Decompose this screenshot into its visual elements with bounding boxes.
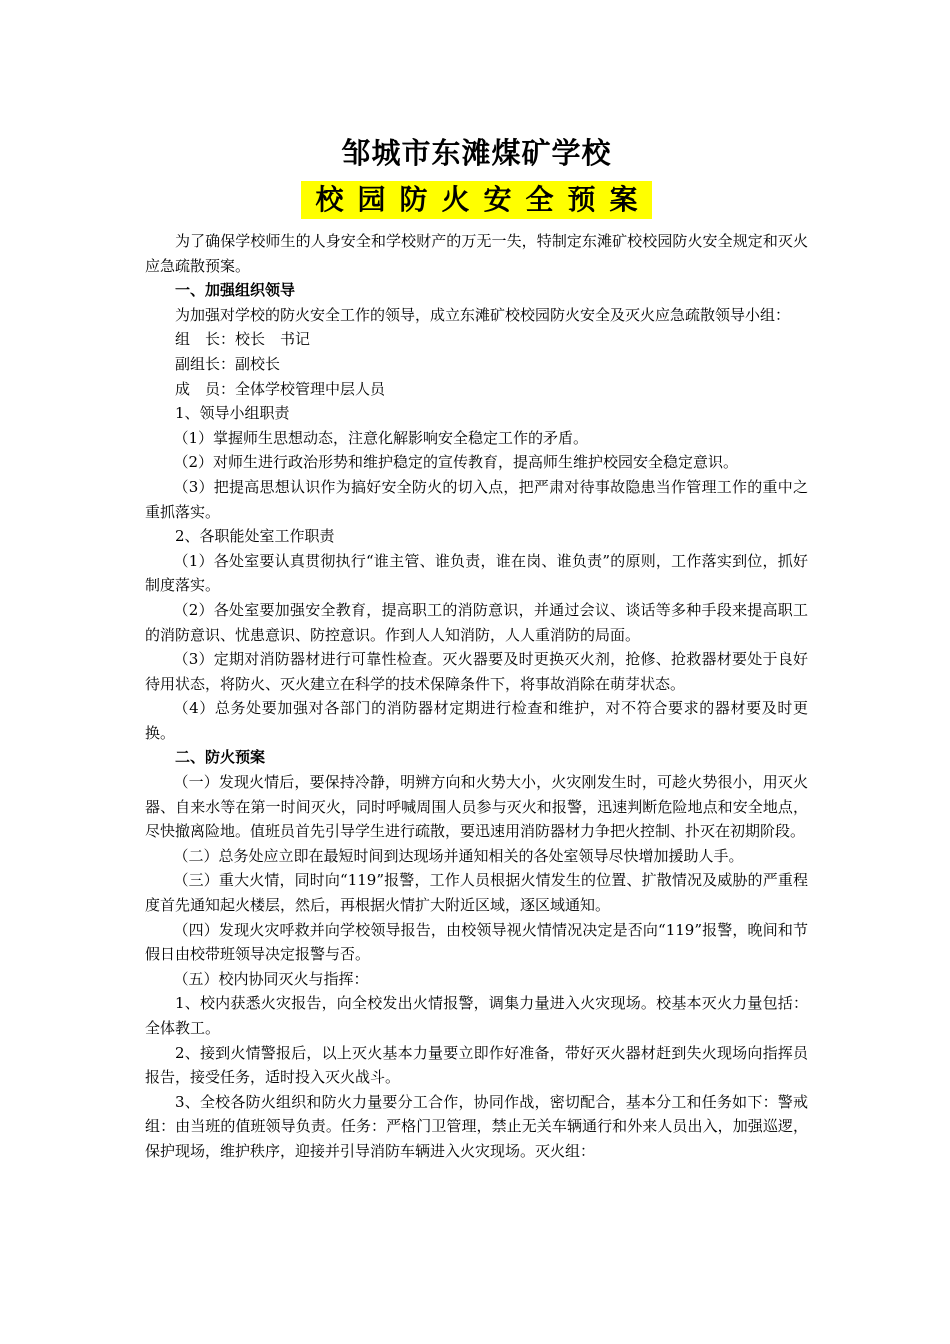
paragraph: 为加强对学校的防火安全工作的领导，成立东滩矿校校园防火安全及灭火应急疏散领导小组：: [175, 305, 791, 324]
paragraph: 3、全校各防火组织和防火力量要分工合作，协同作战，密切配合，基本分工和任务如下：警戒组：由当班的值班领导负责。任务：严格门卫管理，禁止无关车辆通行和外来人员出入，加强巡逻，保护现场，维护秩序，迎接并引导消防车辆进入火灾现场。灭火组：: [145, 1092, 808, 1160]
document-body: [145, 229, 808, 1164]
paragraph: （3）定期对消防器材进行可靠性检查。灭火器要及时更换灭火剂，抢修、抢救器材要处于良好待用状态，将防火、灭火建立在科学的技术保障条件下，将事故消除在萌芽状态。: [145, 650, 808, 693]
paragraph: 为了确保学校师生的人身安全和学校财产的万无一失，特制定东滩矿校校园防火安全规定和灭火应急疏散预案。: [145, 232, 808, 275]
paragraph: 组 长：校长 书记: [175, 330, 311, 349]
paragraph: （2）各处室要加强安全教育，提高职工的消防意识，并通过会议、谈话等多种手段来提高职工的消防意识、忧患意识、防控意识。作到人人知消防，人人重消防的局面。: [145, 600, 808, 644]
paragraph: （五）校内协同灭火与指挥：: [173, 969, 369, 988]
paragraph: （二）总务处应立即在最短时间到达现场并通知相关的各处室领导尽快增加援助人手。: [173, 846, 744, 865]
paragraph: 2、接到火情警报后，以上灭火基本力量要立即作好准备，带好灭火器材赶到失火现场向指挥员报告，接受任务，适时投入灭火战斗。: [145, 1043, 808, 1087]
section-heading: 二、防火预案: [175, 748, 266, 767]
paragraph: （四）发现火灾呼救并向学校领导报告，由校领导视火情情况决定是否向“119”报警，晚间和节假日由校带班领导决定报警与否。: [145, 920, 808, 964]
paragraph: （1）掌握师生思想动态，注意化解影响安全稳定工作的矛盾。: [173, 428, 589, 447]
plan-title-highlighted: 校园防火安全预案: [301, 181, 651, 219]
paragraph: 成 员：全体学校管理中层人员: [175, 379, 386, 398]
paragraph: 副组长：副校长: [175, 354, 281, 373]
paragraph: （一）发现火情后，要保持冷静，明辨方向和火势大小，火灾刚发生时，可趁火势很小，用灭火器、自来水等在第一时间灭火，同时呼喊周围人员参与灭火和报警，迅速判断危险地点和安全地点，尽快撤离险地。值班员首先引导学生进行疏散，要迅速用消防器材力争把火控制、扑灭在初期阶段。: [145, 773, 808, 841]
paragraph: 2、各职能处室工作职责: [175, 527, 335, 546]
paragraph: （三）重大火情，同时向“119”报警，工作人员根据火情发生的位置、扩散情况及威胁的严重程度首先通知起火楼层，然后，再根据火情扩大附近区域，逐区域通知。: [145, 871, 808, 915]
paragraph: （3）把提高思想认识作为搞好安全防火的切入点，把严肃对待事故隐患当作管理工作的重中之重抓落实。: [145, 477, 808, 521]
plan-title-wrap: [145, 181, 808, 219]
paragraph: （4）总务处要加强对各部门的消防器材定期进行检查和维护，对不符合要求的器材要及时更换。: [145, 699, 808, 742]
paragraph: （2）对师生进行政治形势和维护稳定的宣传教育，提高师生维护校园安全稳定意识。: [173, 453, 739, 472]
school-name-heading: 邹城市东滩煤矿学校: [341, 136, 612, 170]
paragraph: （1）各处室要认真贯彻执行“谁主管、谁负责，谁在岗、谁负责”的原则，工作落实到位，抓好制度落实。: [145, 551, 808, 595]
paragraph: 1、校内获悉火灾报告，向全校发出火情报警，调集力量进入火灾现场。校基本灭火力量包括：全体教工。: [145, 994, 808, 1037]
section-heading: 一、加强组织领导: [175, 281, 296, 300]
paragraph: 1、领导小组职责: [175, 404, 290, 423]
